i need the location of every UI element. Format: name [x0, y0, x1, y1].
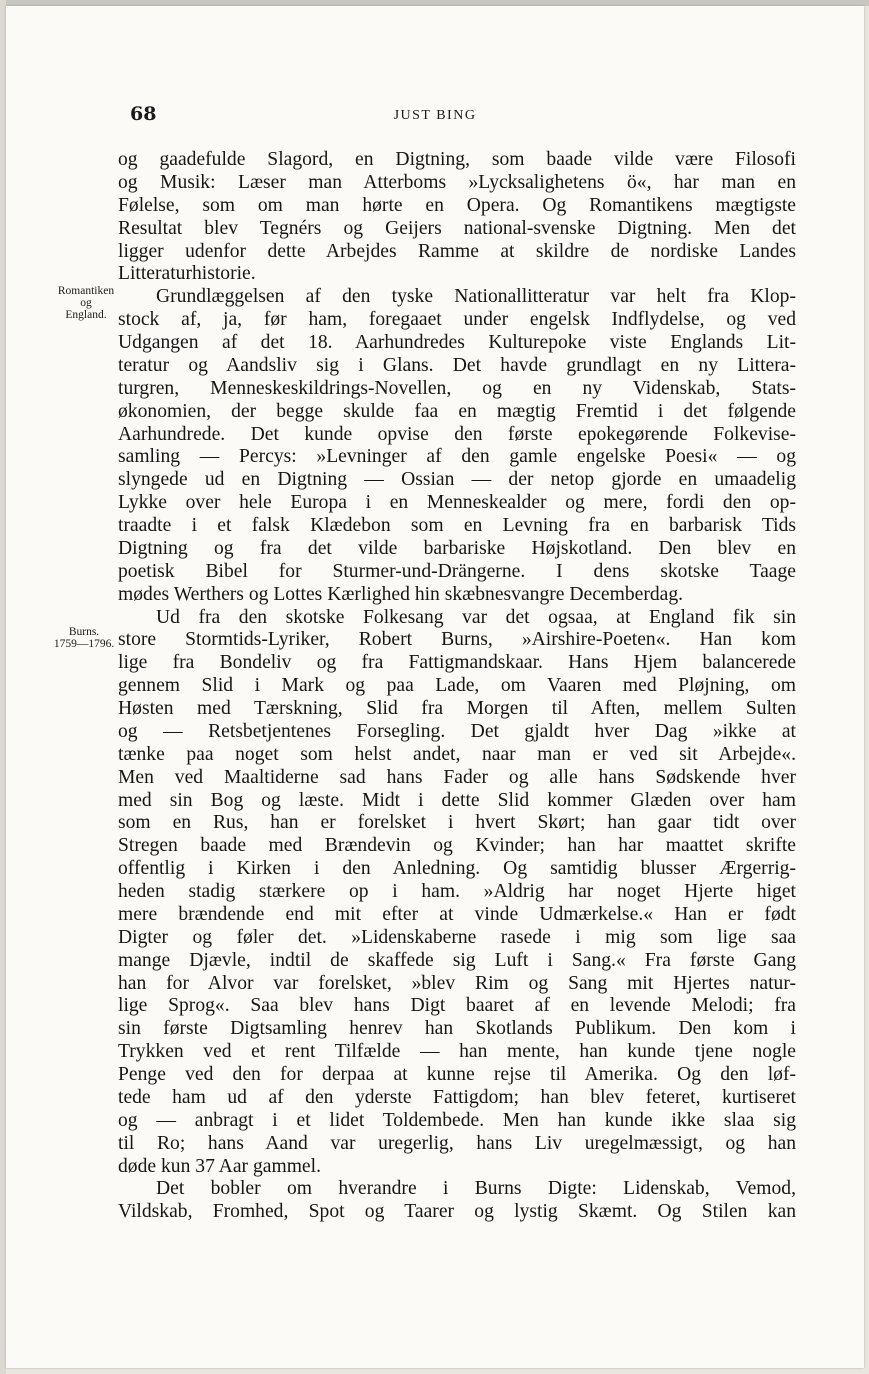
text-line: og — anbragt i et lidet Toldembede. Men han kunde ikke slaa sig: [118, 1109, 796, 1131]
text-line: Stregen baade med Brændevin og Kvinder; han har maattet skrifte: [118, 835, 796, 857]
text-line: Litteraturhistorie.: [118, 263, 256, 285]
body-text: [118, 149, 796, 1224]
text-line: Udgangen af det 18. Aarhundredes Kulturepoke viste Englands Lit-: [118, 332, 796, 353]
text-line: Digter og føler det. »Lidenskaberne rasede i mig som lige saa: [118, 926, 796, 948]
text-line: samling — Percys: »Levninger af den gamle engelske Poesi« — og: [118, 446, 796, 468]
text-line: Lykke over hele Europa i en Menneskealder og mere, fordi den op-: [118, 492, 796, 514]
margin-note-line: 1759—1796.: [53, 638, 115, 650]
text-line: gennem Slid i Mark og paa Lade, om Vaaren med Pløjning, om: [118, 675, 796, 697]
text-line: stock af, ja, før ham, foregaaet under engelsk Indflydelse, og ved: [118, 309, 796, 331]
margin-note-line: England.: [65, 309, 107, 321]
text-line: han for Alvor var forelsket, »blev Rim og Sang mit Hjertes natur-: [118, 972, 796, 994]
text-line: poetisk Bibel for Sturmer-und-Drängerne. I dens skotske Taage: [118, 560, 796, 582]
text-line: offentlig i Kirken i den Anledning. Og samtidig blusser Ærgerrig-: [118, 858, 796, 880]
text-line: tede ham ud af den yderste Fattigdom; han blev feteret, kurtiseret: [118, 1086, 796, 1108]
text-line: mange Djævle, indtil de skaffede sig Luft i Sang.« Fra første Gang: [118, 949, 796, 971]
margin-note-line: og: [80, 297, 92, 309]
book-page: [6, 6, 864, 1368]
text-line: tænke paa noget som helst andet, naar man er ved sit Arbejde«.: [118, 743, 796, 765]
text-line: Resultat blev Tegnérs og Geijers national-svenske Digtning. Men det: [118, 217, 796, 239]
text-line: til Ro; hans Aand var uregerlig, hans Liv uregelmæssigt, og han: [118, 1132, 796, 1154]
page-number: 68: [130, 103, 157, 125]
text-line: Penge ved den for derpaa at kunne rejse til Amerika. Og den løf-: [118, 1064, 796, 1085]
running-head: JUST BING: [393, 108, 477, 123]
text-line: Følelse, som om man hørte en Opera. Og Romantikens mægtigste: [118, 194, 796, 216]
margin-note-line: Romantiken: [57, 285, 115, 297]
text-line: økonomien, der begge skulde faa en mægtig Fremtid i det følgende: [118, 400, 796, 422]
text-line: Digtning og fra det vilde barbariske Højskotland. Den blev en: [118, 537, 796, 559]
text-line: Ud fra den skotske Folkesang var det ogsaa, at England fik sin: [156, 606, 796, 628]
text-line: Vildskab, Fromhed, Spot og Taarer og lystig Skæmt. Og Stilen kan: [118, 1201, 796, 1223]
text-line: teratur og Aandsliv sig i Glans. Det havde grundlagt en ny Littera-: [118, 354, 796, 376]
text-line: store Stormtids-Lyriker, Robert Burns, »Airshire-Poeten«. Han kom: [118, 629, 796, 651]
text-line: Trykken ved et rent Tilfælde — han mente, han kunde tjene nogle: [118, 1041, 796, 1063]
text-line: Høsten med Tærskning, Slid fra Morgen til Aften, mellem Sulten: [118, 698, 796, 719]
text-line: heden stadig stærkere op i ham. »Aldrig har noget Hjerte higet: [118, 881, 796, 902]
text-line: turgren, Menneskeskildrings-Novellen, og en ny Videnskab, Stats-: [118, 377, 796, 399]
text-line: lige fra Bondeliv og fra Fattigmandskaar. Hans Hjem balancerede: [118, 652, 796, 674]
text-line: Aarhundrede. Det kunde opvise den første epokegørende Folkevise-: [118, 423, 796, 445]
text-line: ligger udenfor dette Arbejdes Ramme at skildre de nordiske Landes: [118, 240, 796, 262]
text-line: mere brændende end mit efter at vinde Udmærkelse.« Han er født: [118, 903, 796, 925]
text-line: og Musik: Læser man Atterboms »Lycksalighetens ö«, har man en: [118, 171, 796, 193]
text-line: mødes Werthers og Lottes Kærlighed hin skæbnesvangre Decemberdag.: [118, 583, 684, 605]
text-line: som en Rus, han er forelsket i hvert Skørt; han gaar tidt over: [118, 812, 796, 834]
text-line: traadte i et falsk Klædebon som en Levning fra en barbarisk Tids: [118, 515, 796, 536]
text-line: slyngede ud en Digtning — Ossian — der netop gjorde en umaadelig: [118, 469, 796, 491]
text-line: sin første Digtsamling henrev han Skotlands Publikum. Den kom i: [118, 1018, 796, 1040]
text-line: Grundlæggelsen af den tyske Nationallitteratur var helt fra Klop-: [156, 286, 796, 308]
text-line: og — Retsbetjentenes Forsegling. Det gjaldt hver Dag »ikke at: [118, 720, 796, 742]
text-line: og gaadefulde Slagord, en Digtning, som baade vilde være Filosofi: [118, 149, 796, 170]
text-line: med sin Bog og læste. Midt i dette Slid kommer Glæden over ham: [118, 789, 796, 811]
text-line: lige Sprog«. Saa blev hans Digt baaret af en levende Melodi; fra: [118, 995, 796, 1017]
margin-note-line: Burns.: [68, 626, 100, 638]
text-line: døde kun 37 Aar gammel.: [118, 1155, 321, 1177]
text-line: Det bobler om hverandre i Burns Digte: Lidenskab, Vemod,: [156, 1178, 796, 1200]
text-line: Men ved Maaltiderne sad hans Fader og alle hans Sødskende hver: [118, 766, 796, 788]
